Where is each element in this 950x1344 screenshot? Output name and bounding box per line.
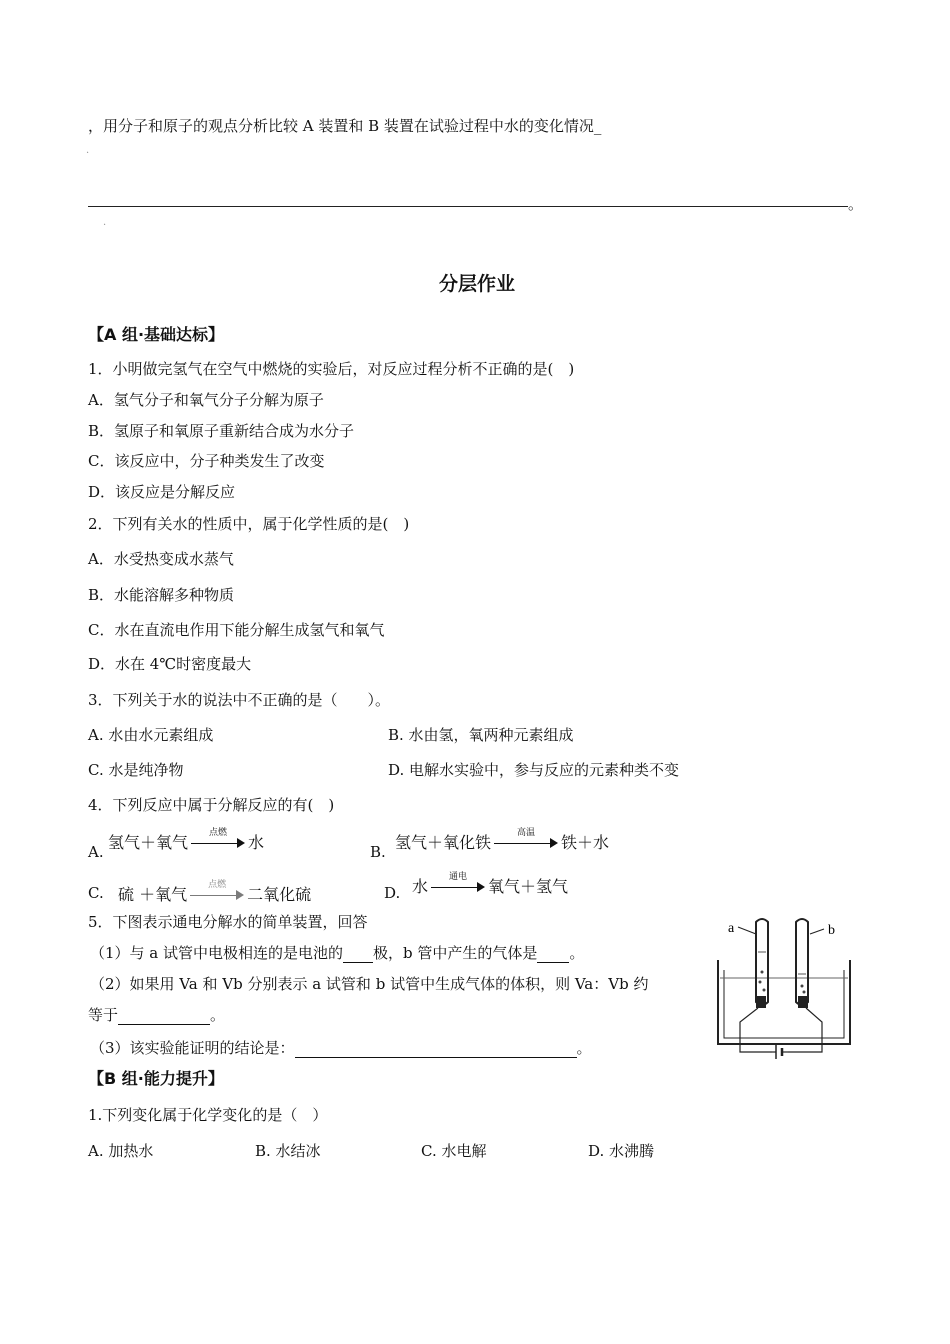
- reaction-arrow: [494, 827, 558, 850]
- q1-stem: 1．小明做完氢气在空气中燃烧的实验后，对反应过程分析不正确的是( ): [88, 360, 575, 378]
- q4-b-reactants: 氢气＋氧化铁: [395, 833, 492, 852]
- q5-part2-cont: 等于 。: [88, 1006, 226, 1024]
- reaction-arrow: [191, 827, 245, 850]
- b-q1-stem: 1.下列变化属于化学变化的是（ ）: [88, 1106, 328, 1124]
- q4-c-reactants: 硫 ＋氧气: [118, 885, 188, 904]
- q4-a-reactants: 氢气＋氧气: [108, 833, 189, 852]
- q2-option-b: B．水能溶解多种物质: [88, 586, 235, 604]
- reaction-condition: 高温: [517, 827, 536, 838]
- reaction-condition: 点燃: [209, 827, 228, 838]
- q1-option-b: B．氢原子和氧原子重新结合成为水分子: [88, 422, 355, 440]
- section-title: 分层作业: [439, 273, 516, 295]
- q2-option-c: C．水在直流电作用下能分解生成氢气和氧气: [88, 621, 385, 639]
- q3-option-d: D. 电解水实验中，参与反应的元素种类不变: [388, 761, 680, 779]
- q4-d-products: 氧气＋氢气: [488, 877, 569, 896]
- electrolysis-apparatus-figure: [710, 912, 860, 1062]
- tube-a-label: a: [728, 921, 735, 936]
- q4-d-reactants: 水: [412, 877, 429, 896]
- q3-option-b: B. 水由氢，氧两种元素组成: [388, 726, 574, 744]
- q4-stem: 4．下列反应中属于分解反应的有( ): [88, 796, 335, 814]
- q2-option-a: A．水受热变成水蒸气: [88, 550, 234, 568]
- q4-d-label: D.: [384, 884, 401, 902]
- q3-option-c: C. 水是纯净物: [88, 761, 184, 779]
- b-q1-option-d: D. 水沸腾: [588, 1142, 655, 1160]
- answer-blank[interactable]: [537, 946, 569, 963]
- q1-option-c: C．该反应中，分子种类发生了改变: [88, 452, 325, 470]
- q4-a-label: A.: [88, 843, 104, 861]
- reaction-condition: 点燃: [208, 879, 227, 890]
- q2-option-d: D．水在 4℃时密度最大: [88, 655, 252, 673]
- q4-c-products: 二氧化硫: [247, 885, 312, 904]
- answer-blank[interactable]: [343, 946, 373, 963]
- paragraph-mark: ·: [103, 220, 107, 231]
- tube-b-label: b: [828, 923, 835, 938]
- q2-stem: 2．下列有关水的性质中，属于化学性质的是( ): [88, 515, 410, 533]
- q1-option-a: A．氢气分子和氧气分子分解为原子: [88, 391, 324, 409]
- q5-part1: （1）与 a 试管中电极相连的是电池的 极，b 管中产生的气体是 。: [90, 944, 585, 962]
- q3-stem: 3．下列关于水的说法中不正确的是（ ）。: [88, 691, 391, 709]
- q4-c-label: C.: [88, 884, 104, 902]
- q5-part2: （2）如果用 Va 和 Vb 分别表示 a 试管和 b 试管中生成气体的体积，则 Va：Vb 约: [90, 975, 649, 993]
- q4-b-label: B.: [370, 843, 386, 861]
- end-mark: 。: [848, 195, 864, 213]
- q4-a-products: 水: [248, 833, 265, 852]
- q5-part3: （3）该实验能证明的结论是： 。: [90, 1039, 592, 1057]
- q3-option-a: A. 水由水元素组成: [88, 726, 214, 744]
- q4-d-equation: [412, 871, 569, 897]
- answer-blank[interactable]: [118, 1008, 210, 1025]
- q4-a-equation: [108, 827, 265, 853]
- q4-b-equation: [395, 827, 610, 853]
- paragraph-mark: ·: [86, 148, 90, 159]
- b-q1-option-a: A. 加热水: [88, 1142, 154, 1160]
- answer-line: [88, 206, 848, 207]
- reaction-arrow: [190, 879, 244, 902]
- q4-c-equation: [118, 879, 312, 905]
- b-q1-option-b: B. 水结冰: [255, 1142, 321, 1160]
- group-b-title: 【B 组·能力提升】: [88, 1069, 224, 1088]
- q1-option-d: D．该反应是分解反应: [88, 483, 236, 501]
- q5-stem: 5．下图表示通电分解水的简单装置，回答: [88, 913, 368, 931]
- q4-b-products: 铁＋水: [561, 833, 610, 852]
- intro-line: ，用分子和原子的观点分析比较 A 装置和 B 装置在试验过程中水的变化情况_: [88, 117, 602, 135]
- answer-blank[interactable]: [295, 1041, 577, 1058]
- b-q1-option-c: C. 水电解: [421, 1142, 487, 1160]
- reaction-arrow: [431, 871, 485, 894]
- reaction-condition: 通电: [449, 871, 468, 882]
- group-a-title: 【A 组·基础达标】: [88, 325, 225, 344]
